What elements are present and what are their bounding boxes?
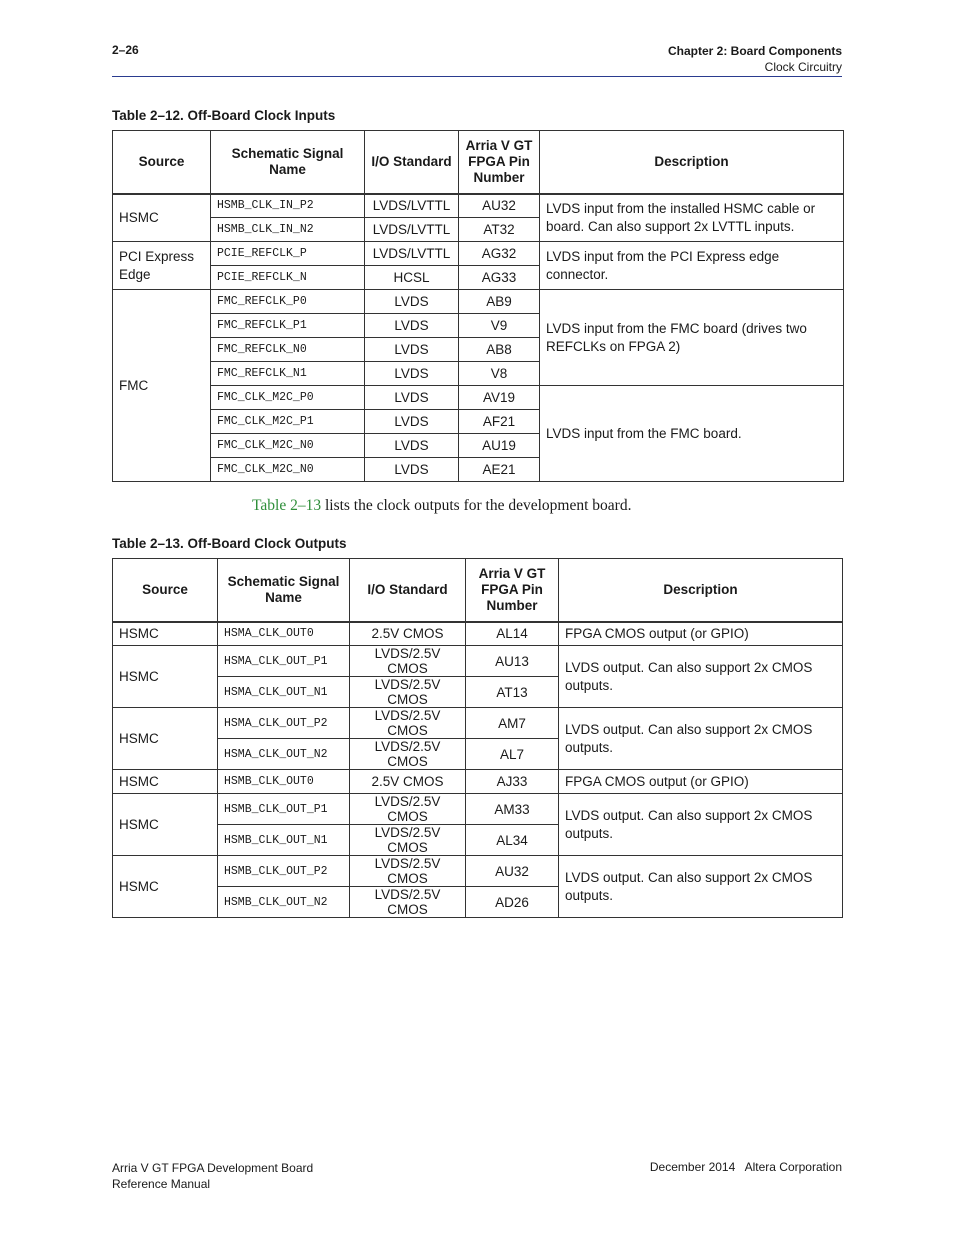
off-board-clock-outputs-table bbox=[112, 558, 843, 918]
description-cell: LVDS input from the installed HSMC cable or board. Can also support 2x LVTTL inputs. bbox=[540, 194, 844, 242]
description-cell: LVDS input from the PCI Express edge connector. bbox=[540, 242, 844, 290]
pin-cell: AM7 bbox=[466, 708, 559, 739]
table-header-row bbox=[113, 559, 843, 622]
footer-date-company: December 2014 Altera Corporation bbox=[649, 1160, 842, 1174]
table-reference-link[interactable]: Table 2–13 bbox=[252, 497, 322, 514]
source-cell: HSMC bbox=[113, 770, 218, 794]
pin-cell: AU13 bbox=[466, 646, 559, 677]
io-cell: LVDS/2.5V CMOS bbox=[350, 794, 466, 825]
chapter-title: Chapter 2: Board Components bbox=[667, 44, 842, 58]
description-cell: LVDS input from the FMC board (drives two REFCLKs on FPGA 2) bbox=[540, 290, 844, 386]
io-cell: 2.5V CMOS bbox=[350, 770, 466, 794]
signal-cell: FMC_CLK_M2C_P1 bbox=[211, 410, 365, 434]
col-header: Description bbox=[540, 131, 844, 194]
pin-cell: AL7 bbox=[466, 739, 559, 770]
pin-cell: V9 bbox=[459, 314, 540, 338]
pin-cell: AV19 bbox=[459, 386, 540, 410]
table2-caption: Table 2–13. Off-Board Clock Outputs bbox=[112, 536, 347, 551]
signal-cell: HSMA_CLK_OUT0 bbox=[218, 622, 350, 646]
io-cell: LVDS bbox=[365, 434, 459, 458]
col-header: Arria V GT FPGA Pin Number bbox=[466, 559, 559, 622]
signal-cell: HSMA_CLK_OUT_N2 bbox=[218, 739, 350, 770]
col-header: Source bbox=[113, 559, 218, 622]
io-cell: LVDS bbox=[365, 458, 459, 482]
col-header: I/O Standard bbox=[365, 131, 459, 194]
io-cell: LVDS/LVTTL bbox=[365, 218, 459, 242]
io-cell: LVDS/2.5V CMOS bbox=[350, 708, 466, 739]
description-cell: LVDS input from the FMC board. bbox=[540, 386, 844, 482]
col-header: Schematic Signal Name bbox=[218, 559, 350, 622]
off-board-clock-inputs-table bbox=[112, 130, 844, 482]
signal-cell: HSMB_CLK_OUT_N1 bbox=[218, 825, 350, 856]
signal-cell: HSMB_CLK_IN_P2 bbox=[211, 194, 365, 218]
pin-cell: AM33 bbox=[466, 794, 559, 825]
signal-cell: FMC_CLK_M2C_P0 bbox=[211, 386, 365, 410]
io-cell: LVDS bbox=[365, 386, 459, 410]
table-row bbox=[113, 242, 844, 266]
body-paragraph bbox=[252, 497, 631, 515]
description-cell: LVDS output. Can also support 2x CMOS outputs. bbox=[559, 646, 843, 708]
page-number: 2–26 bbox=[112, 43, 139, 57]
paragraph-text: lists the clock outputs for the development board. bbox=[321, 497, 632, 514]
table-row bbox=[113, 622, 843, 646]
pin-cell: AT32 bbox=[459, 218, 540, 242]
signal-cell: FMC_REFCLK_N0 bbox=[211, 338, 365, 362]
pin-cell: AG33 bbox=[459, 266, 540, 290]
source-cell: HSMC bbox=[113, 794, 218, 856]
io-cell: LVDS/2.5V CMOS bbox=[350, 739, 466, 770]
table-header-row bbox=[113, 131, 844, 194]
signal-cell: HSMA_CLK_OUT_P1 bbox=[218, 646, 350, 677]
signal-cell: HSMA_CLK_OUT_N1 bbox=[218, 677, 350, 708]
col-header: Description bbox=[559, 559, 843, 622]
description-cell: LVDS output. Can also support 2x CMOS outputs. bbox=[559, 856, 843, 918]
table-row bbox=[113, 856, 843, 887]
io-cell: LVDS/2.5V CMOS bbox=[350, 856, 466, 887]
source-cell: HSMC bbox=[113, 856, 218, 918]
io-cell: LVDS/LVTTL bbox=[365, 194, 459, 218]
io-cell: LVDS bbox=[365, 362, 459, 386]
io-cell: LVDS bbox=[365, 338, 459, 362]
pin-cell: AL34 bbox=[466, 825, 559, 856]
description-cell: FPGA CMOS output (or GPIO) bbox=[559, 770, 843, 794]
description-cell: FPGA CMOS output (or GPIO) bbox=[559, 622, 843, 646]
footer-subtitle: Reference Manual bbox=[112, 1177, 211, 1191]
signal-cell: HSMB_CLK_OUT_P2 bbox=[218, 856, 350, 887]
signal-cell: PCIE_REFCLK_P bbox=[211, 242, 365, 266]
col-header: Schematic Signal Name bbox=[211, 131, 365, 194]
source-cell: HSMC bbox=[113, 622, 218, 646]
pin-cell: AL14 bbox=[466, 622, 559, 646]
table-row bbox=[113, 386, 844, 410]
signal-cell: HSMA_CLK_OUT_P2 bbox=[218, 708, 350, 739]
section-title: Clock Circuitry bbox=[764, 60, 842, 74]
col-header: Source bbox=[113, 131, 211, 194]
col-header: I/O Standard bbox=[350, 559, 466, 622]
source-cell: HSMC bbox=[113, 194, 211, 242]
io-cell: LVDS bbox=[365, 410, 459, 434]
io-cell: LVDS/2.5V CMOS bbox=[350, 825, 466, 856]
signal-cell: PCIE_REFCLK_N bbox=[211, 266, 365, 290]
signal-cell: HSMB_CLK_OUT0 bbox=[218, 770, 350, 794]
header-rule bbox=[112, 76, 842, 77]
source-cell: HSMC bbox=[113, 708, 218, 770]
pin-cell: AD26 bbox=[466, 887, 559, 918]
pin-cell: AU19 bbox=[459, 434, 540, 458]
io-cell: 2.5V CMOS bbox=[350, 622, 466, 646]
io-cell: LVDS/2.5V CMOS bbox=[350, 887, 466, 918]
running-header bbox=[668, 43, 842, 75]
table-row bbox=[113, 290, 844, 314]
pin-cell: AU32 bbox=[459, 194, 540, 218]
source-cell: PCI Express Edge bbox=[113, 242, 211, 290]
table-row bbox=[113, 708, 843, 739]
pin-cell: AE21 bbox=[459, 458, 540, 482]
source-cell: HSMC bbox=[113, 646, 218, 708]
footer-title: Arria V GT FPGA Development Board bbox=[112, 1161, 314, 1175]
signal-cell: FMC_REFCLK_P0 bbox=[211, 290, 365, 314]
signal-cell: FMC_CLK_M2C_N0 bbox=[211, 458, 365, 482]
pin-cell: V8 bbox=[459, 362, 540, 386]
footer-document-title bbox=[112, 1160, 313, 1192]
io-cell: LVDS/LVTTL bbox=[365, 242, 459, 266]
table-row bbox=[113, 770, 843, 794]
signal-cell: FMC_REFCLK_P1 bbox=[211, 314, 365, 338]
description-cell: LVDS output. Can also support 2x CMOS outputs. bbox=[559, 794, 843, 856]
pin-cell: AB9 bbox=[459, 290, 540, 314]
io-cell: HCSL bbox=[365, 266, 459, 290]
table1-caption: Table 2–12. Off-Board Clock Inputs bbox=[112, 108, 336, 123]
signal-cell: HSMB_CLK_OUT_P1 bbox=[218, 794, 350, 825]
signal-cell: HSMB_CLK_OUT_N2 bbox=[218, 887, 350, 918]
pin-cell: AU32 bbox=[466, 856, 559, 887]
table-row bbox=[113, 646, 843, 677]
signal-cell: HSMB_CLK_IN_N2 bbox=[211, 218, 365, 242]
pin-cell: AG32 bbox=[459, 242, 540, 266]
io-cell: LVDS bbox=[365, 314, 459, 338]
io-cell: LVDS/2.5V CMOS bbox=[350, 646, 466, 677]
signal-cell: FMC_REFCLK_N1 bbox=[211, 362, 365, 386]
pin-cell: AF21 bbox=[459, 410, 540, 434]
io-cell: LVDS bbox=[365, 290, 459, 314]
pin-cell: AJ33 bbox=[466, 770, 559, 794]
table-row bbox=[113, 194, 844, 218]
source-cell: FMC bbox=[113, 290, 211, 482]
pin-cell: AB8 bbox=[459, 338, 540, 362]
col-header: Arria V GT FPGA Pin Number bbox=[459, 131, 540, 194]
description-cell: LVDS output. Can also support 2x CMOS outputs. bbox=[559, 708, 843, 770]
signal-cell: FMC_CLK_M2C_N0 bbox=[211, 434, 365, 458]
table-row bbox=[113, 794, 843, 825]
pin-cell: AT13 bbox=[466, 677, 559, 708]
io-cell: LVDS/2.5V CMOS bbox=[350, 677, 466, 708]
